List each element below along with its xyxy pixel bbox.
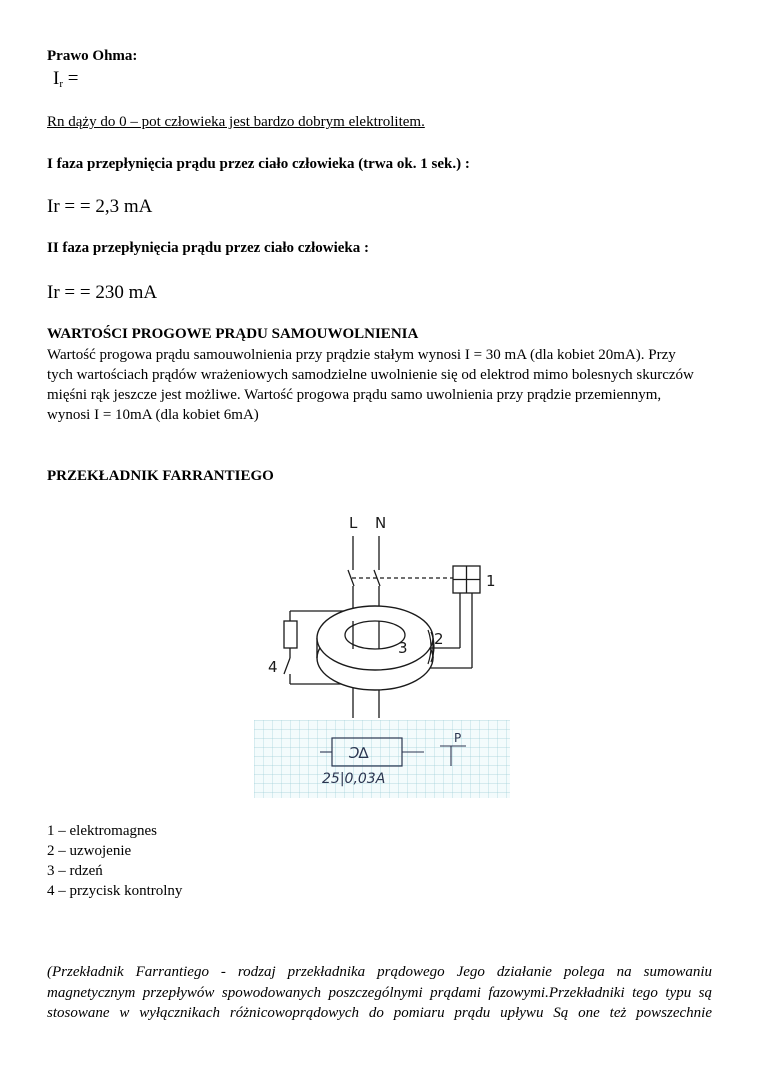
ohm-formula-main: I	[53, 68, 60, 89]
footer-line: stosowane w wyłącznikach różnicowoprądowych do pomiaru prądu upływu Są one też powszechnie	[47, 1005, 712, 1021]
threshold-line: Wartość progowa prądu samouwolnienia przy prądzie stałym wynosi I = 30 mA (dla kobiet 20mA). Przy	[47, 347, 676, 363]
ohm-formula-sub: r	[59, 78, 63, 90]
ohm-formula	[53, 68, 78, 90]
rn-note: Rn dąży do 0 – pot człowieka jest bardzo dobrym elektrolitem.	[47, 114, 425, 130]
ohm-formula-rest: =	[63, 68, 79, 89]
label-N: N	[375, 514, 387, 532]
phase2-formula: Ir = = 230 mA	[47, 282, 158, 303]
threshold-line: wynosi I = 10mA (dla kobiet 6mA)	[47, 407, 259, 423]
threshold-line: tych wartościach prądów wrażeniowych samodzielne uwolnienie się od elektrod mimo bolesnych skurczów	[47, 367, 694, 383]
label-1: 1	[486, 572, 496, 590]
phase2-heading: II faza przepłynięcia prądu przez ciało człowieka :	[47, 240, 370, 256]
legend-item: 4 – przycisk kontrolny	[47, 883, 183, 899]
ohm-heading: Prawo Ohma:	[47, 48, 138, 64]
handwritten-sketch	[254, 720, 510, 798]
legend-item: 3 – rdzeń	[47, 863, 103, 879]
phase1-formula: Ir = = 2,3 mA	[47, 196, 153, 217]
farranti-heading: PRZEKŁADNIK FARRANTIEGO	[47, 468, 274, 484]
toroid-core	[317, 606, 434, 690]
footer-paragraph	[47, 962, 712, 1024]
label-L: L	[349, 514, 358, 532]
label-2: 2	[434, 630, 444, 648]
sketch-box-text: Ͻ∆	[348, 744, 369, 762]
threshold-line: mięśni rąk jeszcze jest możliwe. Wartość progowa prądu samo uwolnienia przy prądzie przemiennym,	[47, 387, 662, 403]
label-3: 3	[398, 639, 408, 657]
legend-item: 2 – uzwojenie	[47, 843, 132, 859]
phase1-heading: I faza przepłynięcia prądu przez ciało człowieka (trwa ok. 1 sek.) :	[47, 156, 470, 172]
threshold-heading: WARTOŚCI PROGOWE PRĄDU SAMOUWOLNIENIA	[47, 326, 419, 342]
label-4: 4	[268, 658, 278, 676]
footer-line: (Przekładnik Farrantiego - rodzaj przekładnika prądowego Jego działanie polega na sumowaniu	[47, 964, 712, 980]
threshold-paragraph	[47, 345, 717, 425]
sketch-value-text: 25|0,03A	[322, 771, 386, 787]
farranti-legend	[47, 821, 182, 901]
farranti-diagram	[250, 508, 520, 718]
sketch-side-mark: P	[454, 731, 462, 745]
footer-line: magnetycznym przepływów spowodowanych poszczególnymi prądami fazowymi.Przekładniki tego typu są	[47, 984, 712, 1001]
legend-item: 1 – elektromagnes	[47, 823, 157, 839]
